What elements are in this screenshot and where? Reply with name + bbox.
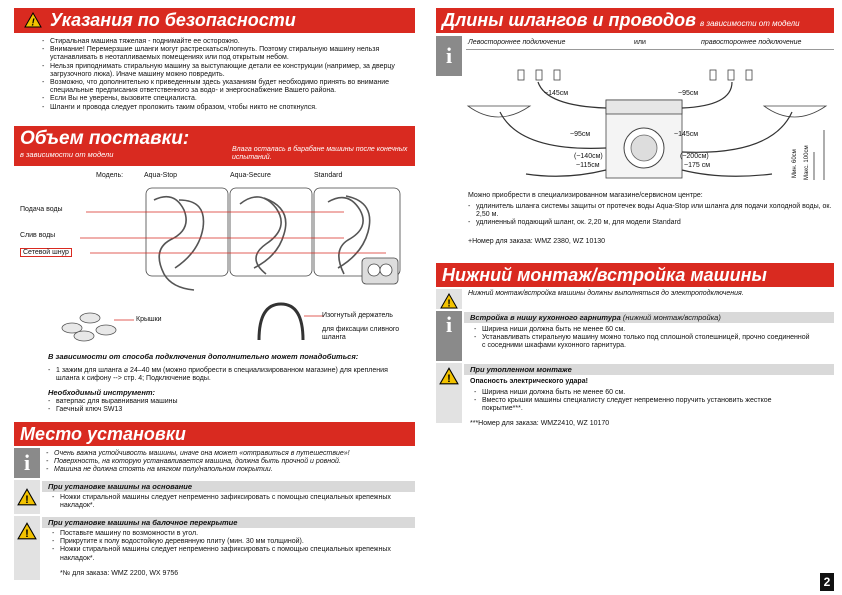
- list-item: - Шланги и провода следует проложить таким образом, чтобы никто не споткнулся.: [42, 104, 412, 112]
- order-number: +Номер для заказа: WMZ 2380, WZ 10130: [468, 238, 606, 245]
- hoses-header: [436, 8, 834, 33]
- info-icon: i: [436, 311, 462, 361]
- label-bend-holder: Изогнутый держатель: [322, 312, 393, 319]
- dim-115: ~115см: [576, 162, 600, 169]
- list-item: - Ножки стиральной машины следует непременно зафиксировать с помощью специальных крепежных накладок*.: [52, 494, 392, 510]
- dim-min-60: Мин. 60см: [792, 149, 798, 178]
- page-number: 2: [820, 573, 834, 591]
- svg-text:!: !: [447, 373, 451, 385]
- dim-max-100: Макс. 100см: [804, 145, 810, 180]
- label-bend-note: для фиксации сливного шланга: [322, 326, 400, 341]
- list-item: - Возможно, что дополнительно к приведенным здесь указаниям будет необходимо принять во внимание специальные предписания ответственного за водо- и энергоснабжение Вашего района.: [42, 79, 412, 95]
- info-icon: i: [14, 448, 40, 478]
- kitchen-bar-note: (нижний монтаж/встройка): [622, 313, 721, 322]
- list-item: - Внимание! Перемерзшие шланги могут растрескаться/лопнуть. Поэтому стиральную машину нельзя устанавливать в неотапливаемых помещениях или под открытым небом.: [42, 46, 412, 62]
- mount-title: Нижний монтаж/встройка машины: [442, 265, 767, 285]
- countertop-list: [474, 389, 814, 414]
- svg-text:!: !: [447, 298, 451, 309]
- left-connection: Левостороннее подключение: [468, 39, 566, 46]
- kitchen-bar: [464, 312, 834, 323]
- dim-200: (~200см): [680, 153, 709, 160]
- placement-title: Место установки: [20, 424, 186, 444]
- svg-text:!: !: [25, 528, 29, 540]
- list-item: - Ножки стиральной машины следует непременно зафиксировать с помощью специальных крепежных накладок*.: [52, 546, 392, 562]
- model-aqua-secure: Aqua-Secure: [230, 172, 271, 179]
- list-item: - Поставьте машину по возможности в угол.: [52, 530, 392, 538]
- list-item: - 1 зажим для шланга ⌀ 24–40 мм (можно приобрести в специализированном магазине) для крепления шланга к сифону --> стр. 4; Подключение воды.: [48, 367, 398, 383]
- list-item: - Вместо крышки машины специалисту следует непременно поручить установить жесткое покрытие***.: [474, 397, 814, 413]
- tools-heading: Необходимый инструмент:: [48, 388, 156, 397]
- beam-bar: При установке машины на балочное перекрытие: [42, 517, 415, 528]
- mount-header: [436, 263, 834, 287]
- service-text: Можно приобрести в специализированном магазине/сервисном центре:: [468, 192, 703, 199]
- base-list: [52, 494, 392, 510]
- extra-heading: В зависимости от способа подключения дополнительно может понадобиться:: [48, 352, 359, 361]
- svg-text:!: !: [31, 17, 35, 28]
- safety-title: Указания по безопасности: [50, 10, 296, 30]
- list-item: - удлиненный подающий шланг, ок. 2,20 м, для модели Standard: [468, 219, 834, 227]
- dim-145-left: ~145см: [544, 90, 569, 97]
- model-standard: Standard: [314, 172, 343, 179]
- placement-info-list: [46, 450, 412, 475]
- list-item: - удлинитель шланга системы защиты от протечек воды Aqua-Stop или шланга для подачи холодной воды, ок. 2,50 м.: [468, 203, 834, 219]
- svg-text:!: !: [25, 494, 29, 506]
- delivery-subtitle: в зависимости от модели: [20, 150, 114, 159]
- mount-footnote: ***Номер для заказа: WMZ2410, WZ 10170: [470, 420, 610, 427]
- warning-icon: [24, 12, 42, 28]
- or-label: или: [634, 39, 646, 46]
- list-item: - Очень важна устойчивость машины, иначе она может «отправиться в путешествие»!: [46, 450, 412, 458]
- delivery-header: [14, 126, 415, 166]
- dim-140: (~140см): [574, 153, 603, 160]
- list-item: - Гаечный ключ SW13: [48, 406, 398, 414]
- tools-list: [48, 398, 398, 414]
- models-label: Модель:: [96, 172, 124, 179]
- dim-175: ~175 см: [684, 162, 711, 169]
- placement-footnote: *№ для заказа: WMZ 2200, WX 9756: [60, 570, 179, 577]
- warning-icon-base: [14, 480, 40, 514]
- warning-icon-mount: [436, 289, 462, 309]
- extra-list: [48, 367, 398, 383]
- danger-text: Опасность электрического удара!: [470, 378, 588, 385]
- label-supply: Подача воды: [20, 206, 63, 213]
- delivery-illustration: [14, 180, 415, 350]
- delivery-title: Объем поставки:: [20, 128, 190, 149]
- info-icon: i: [436, 36, 462, 76]
- list-item: - Устанавливать стиральную машину можно только под сплошной столешницей, прочно соединенной с соседними шкафами кухонного гарнитура.: [474, 334, 814, 350]
- safety-list: [42, 38, 412, 112]
- hose-diagram: [466, 52, 834, 182]
- list-item: - Ширина ниши должна быть не менее 60 см.: [474, 389, 814, 397]
- safety-header: [14, 8, 415, 33]
- service-list: [468, 203, 834, 228]
- right-connection: правостороннее подключение: [701, 39, 802, 46]
- base-bar: При установке машины на основание: [42, 481, 415, 492]
- kitchen-list: [474, 326, 814, 351]
- divider: [466, 49, 834, 50]
- hoses-subtitle: в зависимости от модели: [699, 19, 800, 28]
- list-item: - Если Вы не уверены, вызовите специалиста.: [42, 95, 412, 103]
- list-item: - Нельзя приподнимать стиральную машину за выступающие детали ее конструкции (например, за дверцу загрузочного люка). Иначе машину можно повредить.: [42, 63, 412, 79]
- beam-list: [52, 530, 392, 563]
- list-item: - Прикрутите к полу водостойкую деревянную плиту (мин. 30 мм толщиной).: [52, 538, 392, 546]
- dim-95-right: ~95см: [678, 90, 699, 97]
- list-item: - Поверхность, на которую устанавливается машина, должна быть прочной и ровной.: [46, 458, 412, 466]
- list-item: - Машина не должна стоять на мягком полу/напольном покрытии.: [46, 466, 412, 474]
- model-aqua-stop: Aqua-Stop: [144, 172, 178, 179]
- hoses-title: Длины шлангов и проводов: [442, 10, 696, 30]
- label-caps: Крышки: [136, 316, 162, 323]
- warning-icon-beam: [14, 516, 40, 580]
- dim-145-right: ~145см: [674, 131, 699, 138]
- delivery-note: Влага осталась в барабане машины после конечных испытаний.: [232, 146, 408, 161]
- label-cord: Сетевой шнур: [20, 248, 72, 257]
- dim-95-left: ~95см: [570, 131, 591, 138]
- mount-warning: Нижний монтаж/встройка машины должны выполняться до электроподключения.: [468, 290, 744, 297]
- list-item: - ватерпас для выравнивания машины: [48, 398, 398, 406]
- countertop-bar: При утопленном монтаже: [464, 364, 834, 375]
- list-item: - Ширина ниши должна быть не менее 60 см.: [474, 326, 814, 334]
- kitchen-bar-label: Встройка в нишу кухонного гарнитура: [470, 313, 621, 322]
- label-drain: Слив воды: [20, 232, 56, 239]
- placement-header: [14, 422, 415, 446]
- warning-icon-countertop: [436, 363, 462, 423]
- list-item: - Стиральная машина тяжелая - поднимайте ее осторожно.: [42, 38, 412, 46]
